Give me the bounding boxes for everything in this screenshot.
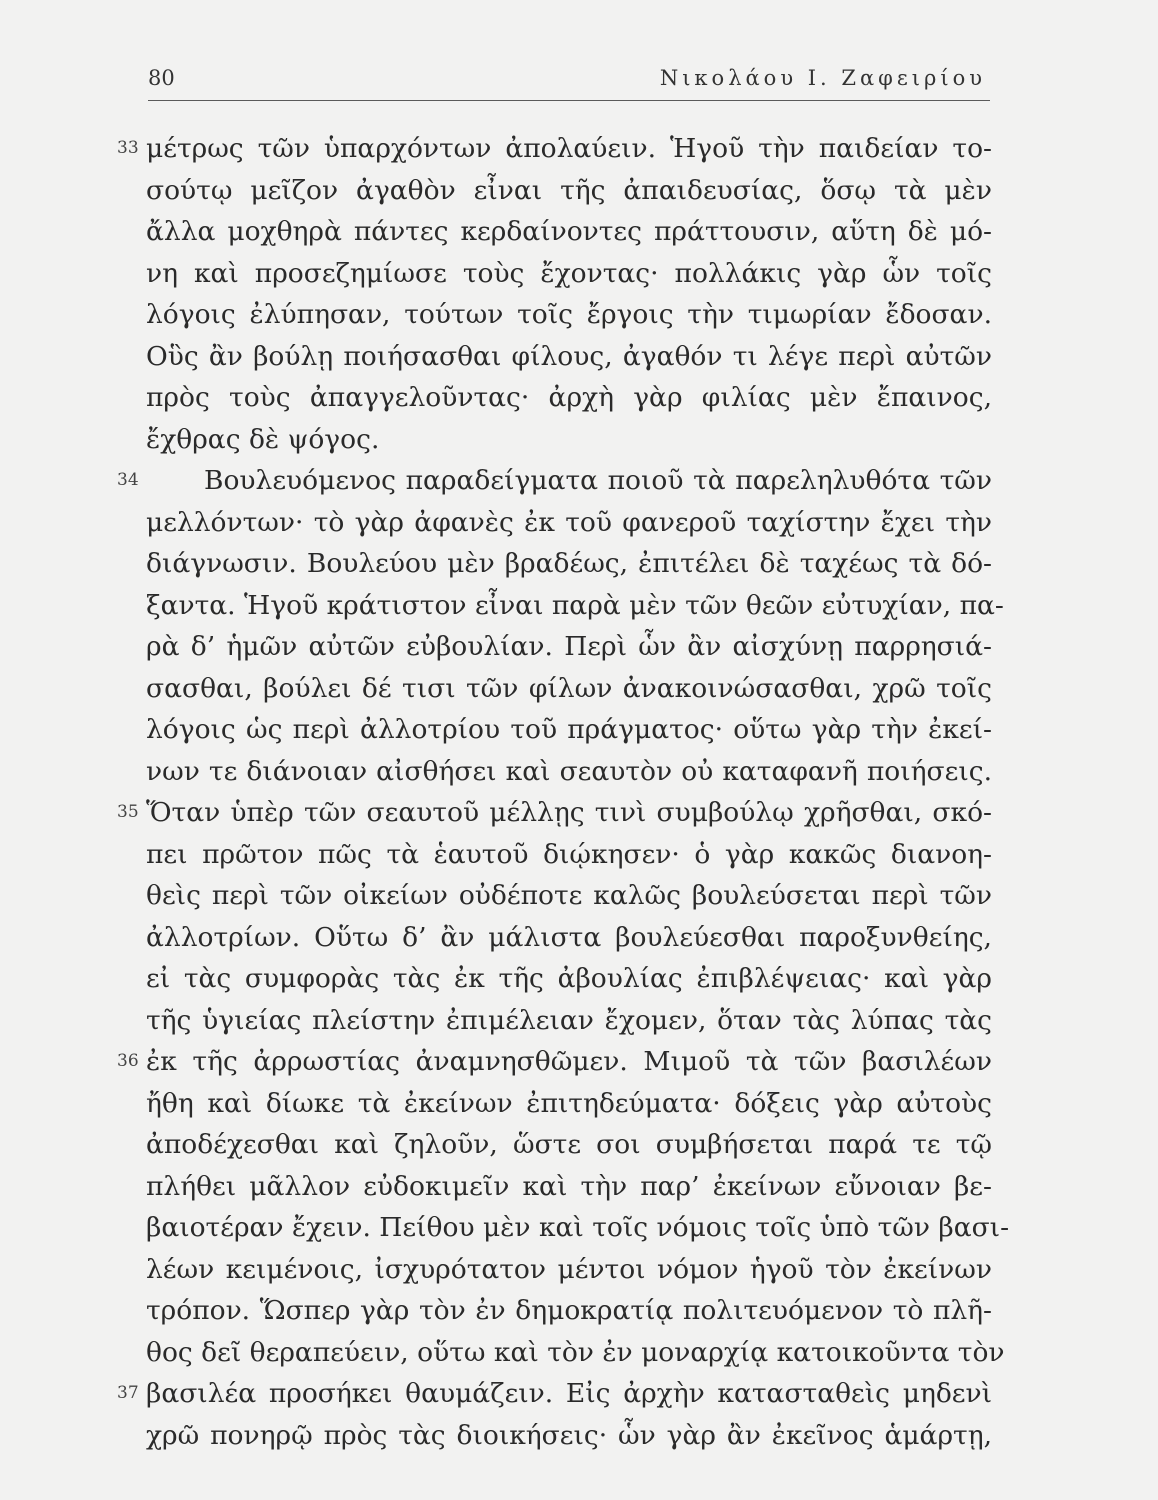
text-line xyxy=(146,626,992,668)
line-text: βασιλέα προσήκει θαυμάζειν. Εἰς ἀρχὴν κατασταθεὶς μηδενὶ xyxy=(146,1378,992,1409)
text-line xyxy=(146,170,992,212)
line-text: σασθαι, βούλει δέ τισι τῶν φίλων ἀνακοινώσασθαι, χρῶ τοῖς xyxy=(146,672,992,704)
text-line xyxy=(146,668,992,710)
text-line xyxy=(117,1373,992,1415)
text-line xyxy=(146,211,992,253)
line-text: ἔχθρας δὲ ψόγος. xyxy=(146,423,380,455)
text-line xyxy=(146,419,992,461)
line-text: ἀλλοτρίων. Οὕτω δ’ ἂν μάλιστα βουλεύεσθαι παροξυνθείης, xyxy=(146,921,992,953)
text-line xyxy=(117,1041,992,1083)
line-text: σούτῳ μεῖζον ἀγαθὸν εἶναι τῆς ἀπαιδευσίας, ὅσῳ τὰ μὲν xyxy=(146,174,992,206)
text-line xyxy=(146,917,992,959)
line-text: ἄλλα μοχθηρὰ πάντες κερδαίνοντες πράττουσιν, αὕτη δὲ μό- xyxy=(146,216,992,247)
text-line xyxy=(146,377,992,419)
line-text: μελλόντων· τὸ γὰρ ἀφανὲς ἐκ τοῦ φανεροῦ ταχίστην ἔχει τὴν xyxy=(146,506,992,538)
text-line xyxy=(146,1124,992,1166)
line-text: νη καὶ προσεζημίωσε τοὺς ἔχοντας· πολλάκις γὰρ ὧν τοῖς xyxy=(146,257,992,289)
line-text: εἰ τὰς συμφορὰς τὰς ἐκ τῆς ἀβουλίας ἐπιβλέψειας· καὶ γὰρ xyxy=(146,963,992,994)
line-text: λέων κειμένοις, ἰσχυρότατον μέντοι νόμον ἡγοῦ τὸν ἐκείνων xyxy=(146,1253,992,1285)
line-text: ρὰ δ’ ἡμῶν αὐτῶν εὐβουλίαν. Περὶ ὧν ἂν αἰσχύνῃ παρρησιά- xyxy=(146,631,992,662)
section-number: 36 xyxy=(117,1051,139,1071)
body-text xyxy=(117,128,1010,1456)
section-number: 33 xyxy=(117,138,139,158)
text-line xyxy=(146,751,992,793)
text-line xyxy=(146,502,992,544)
page-header xyxy=(148,62,990,101)
text-line xyxy=(146,1332,1005,1374)
line-text: λόγοις ἐλύπησαν, τούτων τοῖς ἔργοις τὴν τιμωρίαν ἔδοσαν. xyxy=(146,299,992,330)
line-text: πρὸς τοὺς ἀπαγγελοῦντας· ἀρχὴ γὰρ φιλίας μὲν ἔπαινος, xyxy=(146,382,992,413)
line-text: θεὶς περὶ τῶν οἰκείων οὐδέποτε καλῶς βουλεύσεται περὶ τῶν xyxy=(146,880,992,911)
line-text: τῆς ὑγιείας πλείστην ἐπιμέλειαν ἔχομεν, ὅταν τὰς λύπας τὰς xyxy=(146,1004,992,1036)
line-text: πει πρῶτον πῶς τὰ ἑαυτοῦ διῴκησεν· ὁ γὰρ κακῶς διανοη- xyxy=(146,838,992,870)
page-number: 80 xyxy=(148,66,175,90)
line-text: τρόπον. Ὥσπερ γὰρ τὸν ἐν δημοκρατίᾳ πολιτευόμενον τὸ πλῆ- xyxy=(146,1295,992,1326)
text-line xyxy=(146,1083,992,1125)
text-line xyxy=(146,1166,992,1208)
text-line xyxy=(146,253,992,295)
line-text: ἤθη καὶ δίωκε τὰ ἐκείνων ἐπιτηδεύματα· δόξεις γὰρ αὐτοὺς xyxy=(146,1087,992,1119)
section-number: 37 xyxy=(117,1383,139,1403)
section-number: 35 xyxy=(117,802,139,822)
line-text: χρῶ πονηρῷ πρὸς τὰς διοικήσεις· ὧν γὰρ ἂν ἐκεῖνος ἁμάρτῃ, xyxy=(146,1419,992,1451)
text-line xyxy=(146,709,992,751)
text-line xyxy=(146,1207,1010,1249)
line-text: διάγνωσιν. Βουλεύου μὲν βραδέως, ἐπιτέλει δὲ ταχέως τὰ δό- xyxy=(146,548,992,579)
line-text: Οὓς ἂν βούλῃ ποιήσασθαι φίλους, ἀγαθόν τι λέγε περὶ αὐτῶν xyxy=(146,340,992,372)
line-text: ἀποδέχεσθαι καὶ ζηλοῦν, ὥστε σοι συμβήσεται παρά τε τῷ xyxy=(146,1129,992,1160)
text-line xyxy=(146,543,992,585)
text-line xyxy=(117,128,992,170)
text-line xyxy=(146,834,992,876)
line-text: Βουλευόμενος παραδείγματα ποιοῦ τὰ παρεληλυθότα τῶν xyxy=(204,465,992,496)
line-text: λόγοις ὡς περὶ ἀλλοτρίου τοῦ πράγματος· οὕτω γὰρ τὴν ἐκεί- xyxy=(146,714,992,745)
line-text: βαιοτέραν ἔχειν. Πείθου μὲν καὶ τοῖς νόμοις τοῖς ὑπὸ τῶν βασι- xyxy=(146,1212,1010,1243)
line-text: ἐκ τῆς ἀρρωστίας ἀναμνησθῶμεν. Μιμοῦ τὰ τῶν βασιλέων xyxy=(146,1046,992,1077)
line-text: Ὅταν ὑπὲρ τῶν σεαυτοῦ μέλλῃς τινὶ συμβούλῳ χρῆσθαι, σκό- xyxy=(146,797,992,828)
text-line xyxy=(146,294,992,336)
text-line xyxy=(146,875,992,917)
text-line xyxy=(117,460,992,502)
line-text: νων τε διάνοιαν αἰσθήσει καὶ σεαυτὸν οὐ καταφανῆ ποιήσεις. xyxy=(146,755,992,787)
line-text: πλήθει μᾶλλον εὐδοκιμεῖν καὶ τὴν παρ’ ἐκείνων εὔνοιαν βε- xyxy=(146,1170,992,1202)
text-line xyxy=(117,792,992,834)
text-line xyxy=(146,958,992,1000)
line-text: ξαντα. Ἡγοῦ κράτιστον εἶναι παρὰ μὲν τῶν θεῶν εὐτυχίαν, πα- xyxy=(146,589,1004,621)
text-line xyxy=(146,585,1004,627)
text-line xyxy=(146,1000,992,1042)
text-line xyxy=(146,1290,992,1332)
line-text: θος δεῖ θεραπεύειν, οὕτω καὶ τὸν ἐν μοναρχίᾳ κατοικοῦντα τὸν xyxy=(146,1336,1005,1368)
text-line xyxy=(146,336,992,378)
running-head: Νικολάου Ι. Ζαφειρίου xyxy=(659,66,986,90)
section-number: 34 xyxy=(117,470,139,490)
text-line xyxy=(146,1249,992,1291)
line-text: μέτρως τῶν ὑπαρχόντων ἀπολαύειν. Ἡγοῦ τὴν παιδείαν το- xyxy=(146,133,992,164)
text-line xyxy=(146,1415,992,1457)
